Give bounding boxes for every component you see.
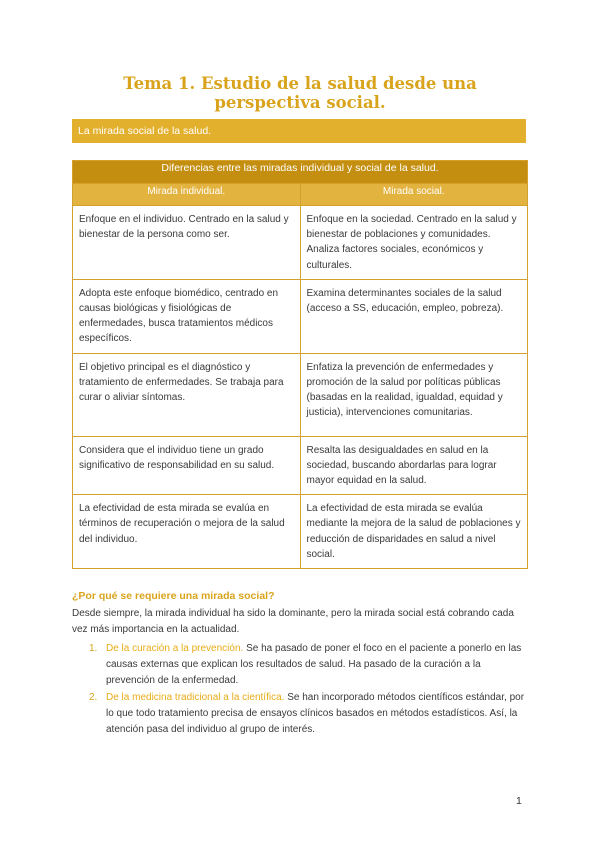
page-title: Tema 1. Estudio de la salud desde una perspectiva social.	[123, 74, 477, 112]
intro-paragraph: Desde siempre, la mirada individual ha sido la dominante, pero la mirada social está cobrando cada vez más importancia en la actualidad.	[72, 608, 514, 635]
table-cell: Enfatiza la prevención de enfermedades y promoción de la salud por políticas públicas (basadas en la realidad, igualdad, equidad y justicia), intervenciones comunitarias.	[300, 353, 528, 436]
comparison-table	[72, 160, 528, 569]
table-cell: La efectividad de esta mirada se evalúa mediante la mejora de la salud de poblaciones y reducción de disparidades en salud a nivel social.	[300, 495, 528, 569]
table-row	[73, 353, 528, 436]
page-number: 1	[516, 795, 522, 807]
table-row	[73, 279, 528, 353]
table-row	[73, 206, 528, 280]
list-item	[72, 690, 528, 739]
reason-highlight: De la curación a la prevención.	[106, 643, 244, 654]
table-cell: Enfoque en la sociedad. Centrado en la salud y bienestar de poblaciones y comunidades. Analiza factores sociales, económicos y culturales.	[300, 206, 528, 280]
column-header-individual: Mirada individual.	[73, 184, 301, 206]
reason-text: Se han incorporado métodos científicos estándar, por lo que todo tratamiento precisa de ensayos clínicos basados en métodos estadísticos. Así, la atención pasa del individuo al grupo de interés.	[106, 691, 525, 736]
section-heading: La mirada social de la salud.	[72, 119, 526, 143]
table-row	[73, 436, 528, 495]
table-row	[73, 495, 528, 569]
column-header-social: Mirada social.	[300, 184, 528, 206]
question-heading: ¿Por qué se requiere una mirada social?	[72, 590, 275, 602]
table-cell: Enfoque en el individuo. Centrado en la salud y bienestar de la persona como ser.	[73, 206, 301, 280]
list-number: 1.	[89, 643, 98, 654]
table-cell: Considera que el individuo tiene un grado significativo de responsabilidad en su salud.	[73, 436, 301, 495]
reasons-list	[72, 641, 528, 738]
table-cell: La efectividad de esta mirada se evalúa en términos de recuperación o mejora de la salud del individuo.	[73, 495, 301, 569]
reason-text: Se ha pasado de poner el foco en el paciente a ponerlo en las causas externas que explican los resultados de salud. Ha pasado de la curación a la prevención de la enfermedad.	[106, 643, 522, 687]
table-cell: Resalta las desigualdades en salud en la sociedad, buscando abordarlas para lograr mayor equidad en la salud.	[300, 436, 528, 495]
list-number: 2.	[89, 691, 98, 703]
table-cell: El objetivo principal es el diagnóstico y tratamiento de enfermedades. Se trabaja para curar o aliviar síntomas.	[73, 353, 301, 436]
table-cell: Adopta este enfoque biomédico, centrado en causas biológicas y fisiológicas de enfermedades, busca tratamientos médicos específicos.	[73, 279, 301, 353]
reason-highlight: De la medicina tradicional a la científica.	[106, 691, 285, 703]
table-caption: Diferencias entre las miradas individual y social de la salud.	[73, 161, 528, 184]
list-item	[72, 641, 528, 690]
table-cell: Examina determinantes sociales de la salud (acceso a SS, educación, empleo, pobreza).	[300, 279, 528, 353]
